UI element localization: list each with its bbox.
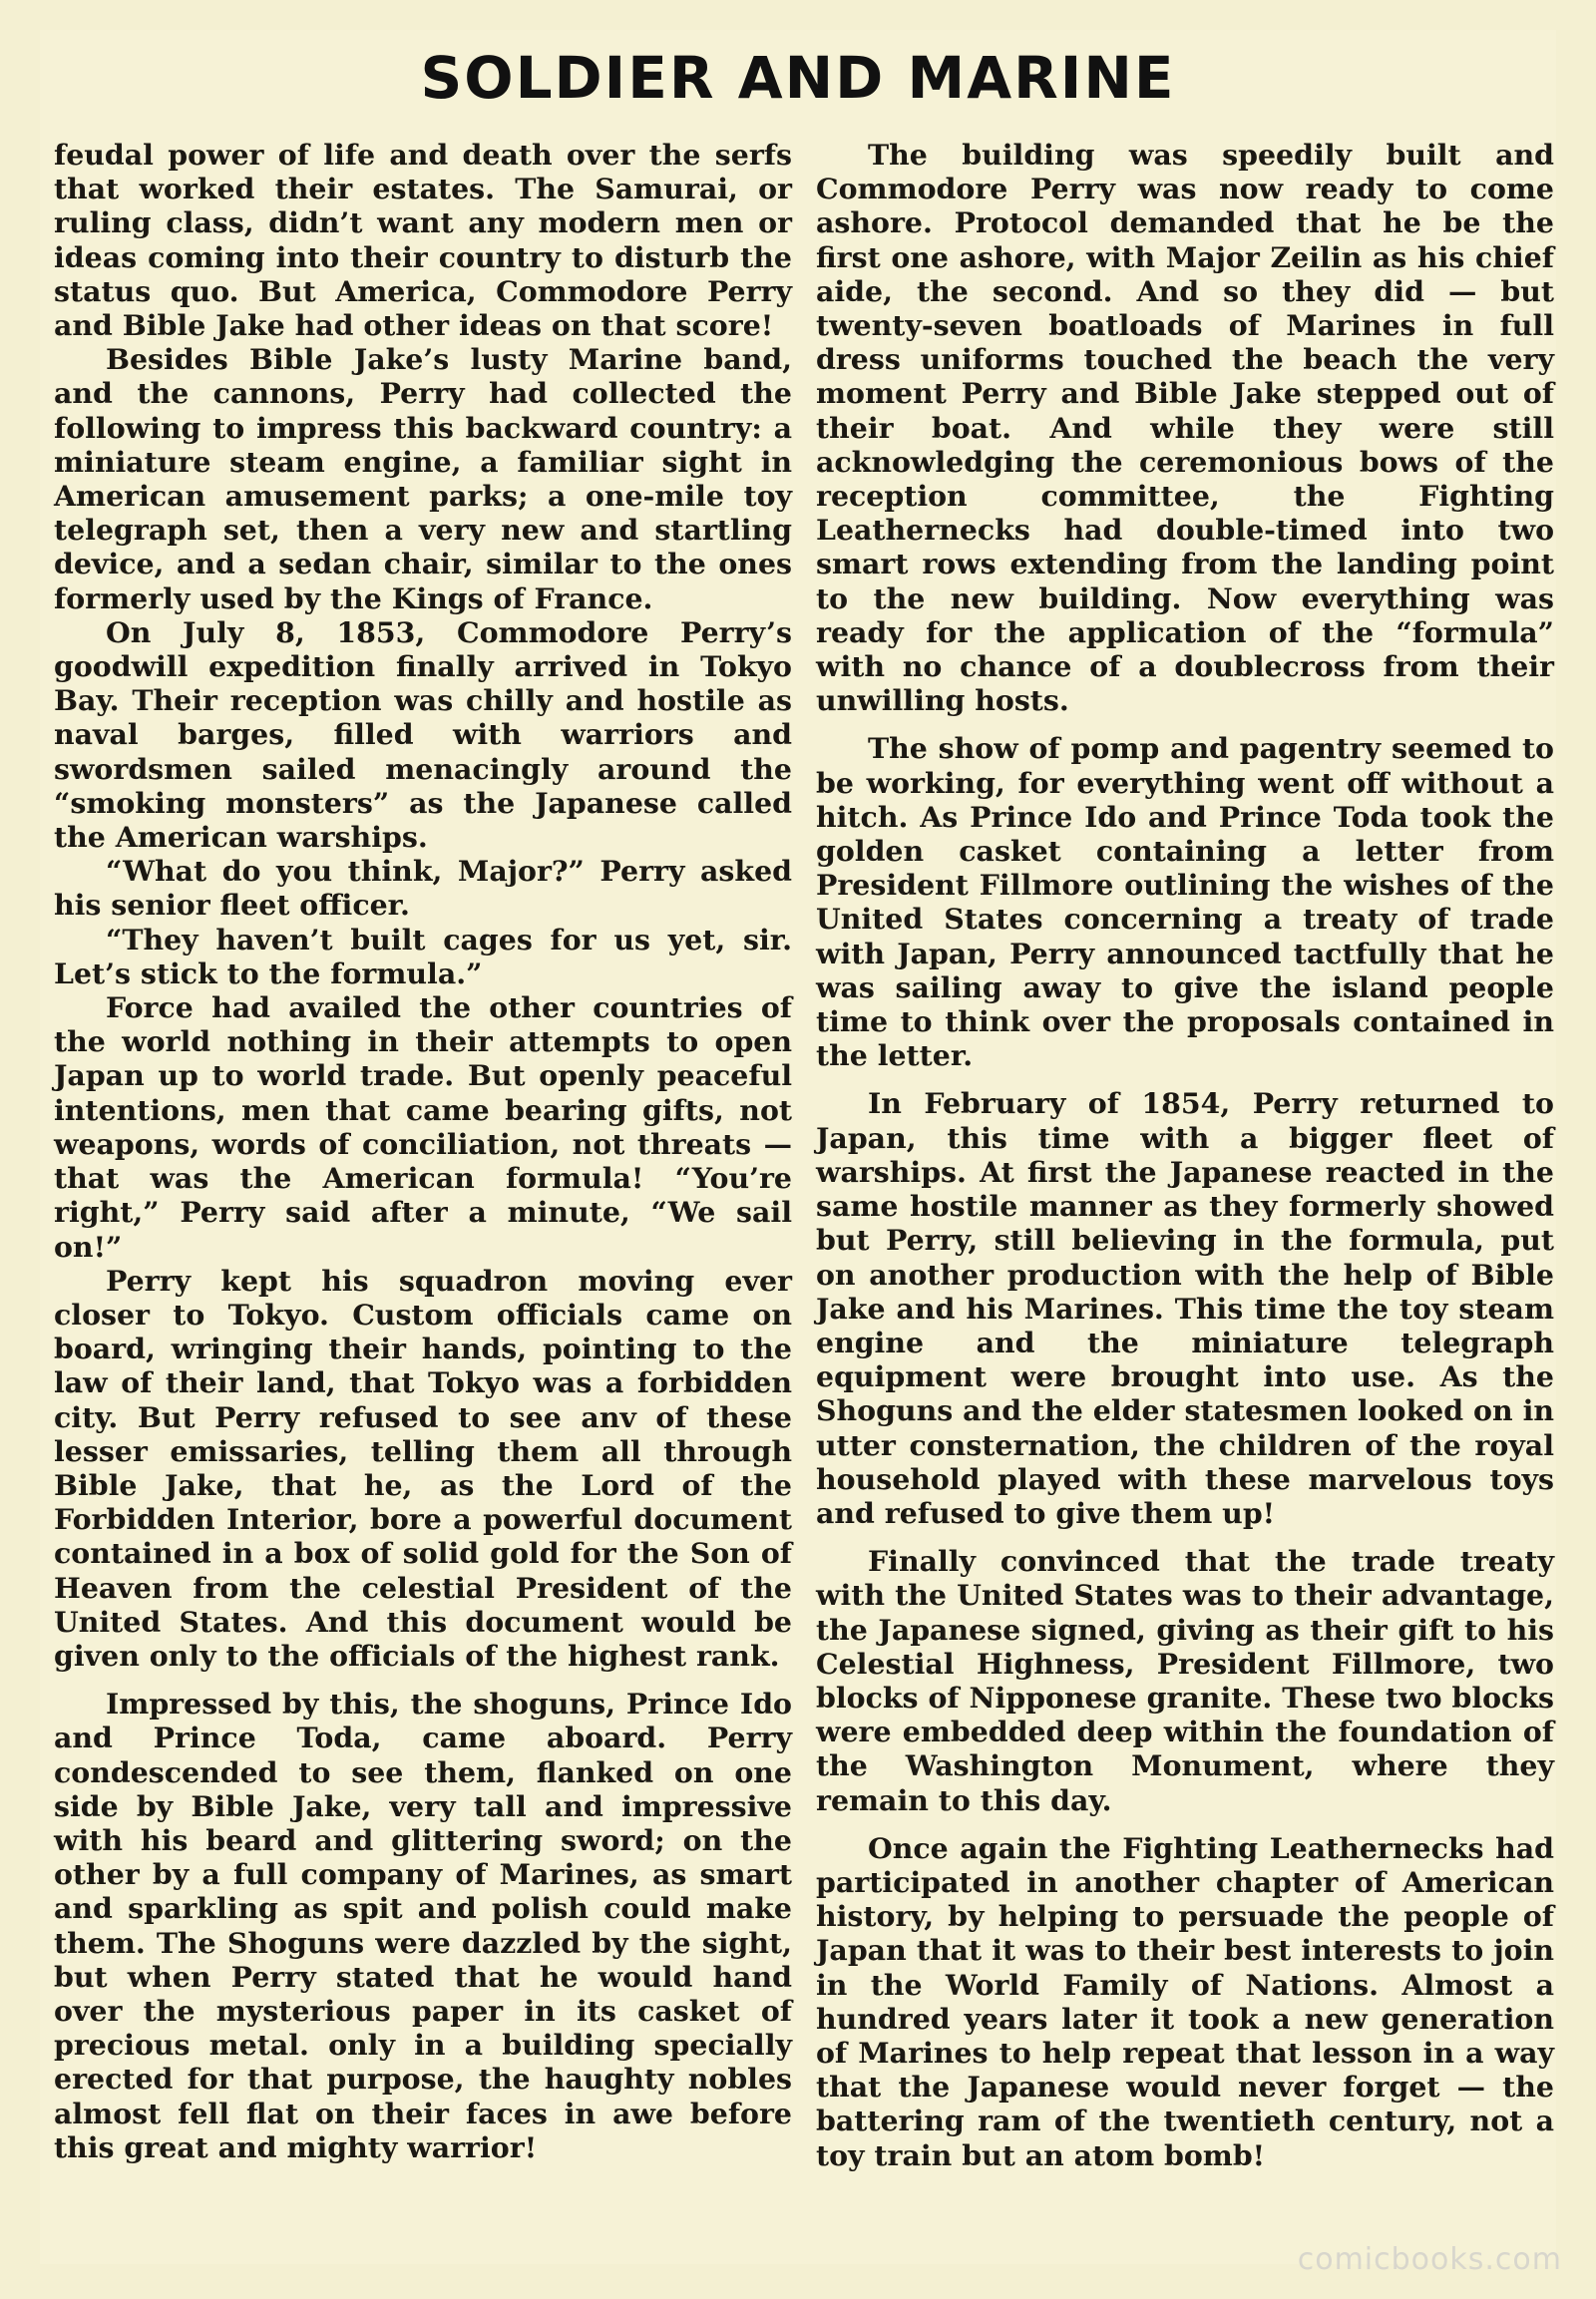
paragraph: feudal power of life and death over the serfs that worked their estates. The Samurai, or ruling class, didn’t want any modern men or ideas coming into their country to disturb the status quo. But America, Commodore Perry and Bible Jake had other ideas on that score! — [54, 138, 792, 343]
right-column — [816, 138, 1554, 2172]
paragraph: On July 8, 1853, Commodore Perry’s goodwill expedition finally arrived in Tokyo Bay. Their reception was chilly and hostile as naval barges, filled with warriors and swordsmen sailed menacingly around the “smoking monsters” as the Japanese called the American warships. — [54, 614, 792, 855]
paragraph: Impressed by this, the shoguns, Prince Ido and Prince Toda, came aboard. Perry condescended to see them, flanked on one side by Bible Jake, very tall and impressive with his beard and glittering sword; on the other by a full company of Marines, as smart and sparkling as spit and polish could make them. The Shoguns were dazzled by the sight, but when Perry stated that he would hand over the mysterious paper in its casket of precious metal. only in a building specially erected for that purpose, the haughty nobles almost fell flat on their faces in awe before this great and mighty warrior! — [54, 1687, 792, 2164]
paragraph: Force had availed the other countries of the world nothing in their attempts to open Japan up to world trade. But openly peaceful intentions, men that came bearing gifts, not weapons, words of conciliation, not threats — that was the American formula! “You’re right,” Perry said after a minute, “We sail on!” — [54, 990, 792, 1264]
paragraph: The building was speedily built and Commodore Perry was now ready to come ashore. Protocol demanded that he be the first one ashore, with Major Zeilin as his chief aide, the second. And so they did — but twenty-seven boatloads of Marines in full dress uniforms touched the beach the very moment Perry and Bible Jake stepped out of their boat. And while they were still acknowledging the ceremonious bows of the reception committee, the Fighting Leathernecks had double-timed into two smart rows extending from the landing point to the new building. Now everything was ready for the application of the “formula” with no chance of a doublecross from their unwilling hosts. — [816, 138, 1554, 718]
page — [40, 30, 1556, 2264]
paragraph: “They haven’t built cages for us yet, sir. Let’s stick to the formula.” — [54, 922, 792, 990]
watermark: comicbooks.com — [1297, 2242, 1562, 2277]
page-title: SOLDIER AND MARINE — [420, 44, 1176, 112]
paragraph: Once again the Fighting Leathernecks had participated in another chapter of American history, by helping to persuade the people of Japan that it was to their best interests to join in the World Family of Nations. Almost a hundred years later it took a new generation of Marines to help repeat that lesson in a way that the Japanese would never forget — the battering ram of the twentieth century, not a toy train but an atom bomb! — [816, 1830, 1554, 2172]
paragraph: In February of 1854, Perry returned to Japan, this time with a bigger fleet of warships. At first the Japanese reacted in the same hostile manner as they formerly showed but Perry, still believing in the formula, put on another production with the help of Bible Jake and his Marines. This time the toy steam engine and the miniature telegraph equipment were brought into use. As the Shoguns and the elder statesmen looked on in utter consternation, the children of the royal household played with these marvelous toys and refused to give them up! — [816, 1086, 1554, 1530]
paragraph: The show of pomp and pagentry seemed to be working, for everything went off without a hitch. As Prince Ido and Prince Toda took the golden casket containing a letter from President Fillmore outlining the wishes of the United States concerning a treaty of trade with Japan, Perry announced tactfully that he was sailing away to give the island people time to think over the proposals contained in the letter. — [816, 731, 1554, 1073]
paragraph: Besides Bible Jake’s lusty Marine band, and the cannons, Perry had collected the following to impress this backward country: a miniature steam engine, a familiar sight in American amusement parks; a one-mile toy telegraph set, then a very new and startling device, and a sedan chair, similar to the ones formerly used by the Kings of France. — [54, 342, 792, 615]
left-column — [54, 138, 792, 2164]
paragraph: Finally convinced that the trade treaty with the United States was to their advantage, the Japanese signed, giving as their gift to his Celestial Highness, President Fillmore, two blocks of Nipponese granite. These two blocks were embedded deep within the foundation of the Washington Monument, where they remain to this day. — [816, 1544, 1554, 1817]
paragraph: Perry kept his squadron moving ever closer to Tokyo. Custom officials came on board, wringing their hands, pointing to the law of their land, that Tokyo was a forbidden city. But Perry refused to see anv of these lesser emissaries, telling them all through Bible Jake, that he, as the Lord of the Forbidden Interior, bore a powerful document contained in a box of solid gold for the Son of Heaven from the celestial President of the United States. And this document would be given only to the officials of the highest rank. — [54, 1263, 792, 1673]
paragraph: “What do you think, Major?” Perry asked his senior fleet officer. — [54, 854, 792, 923]
